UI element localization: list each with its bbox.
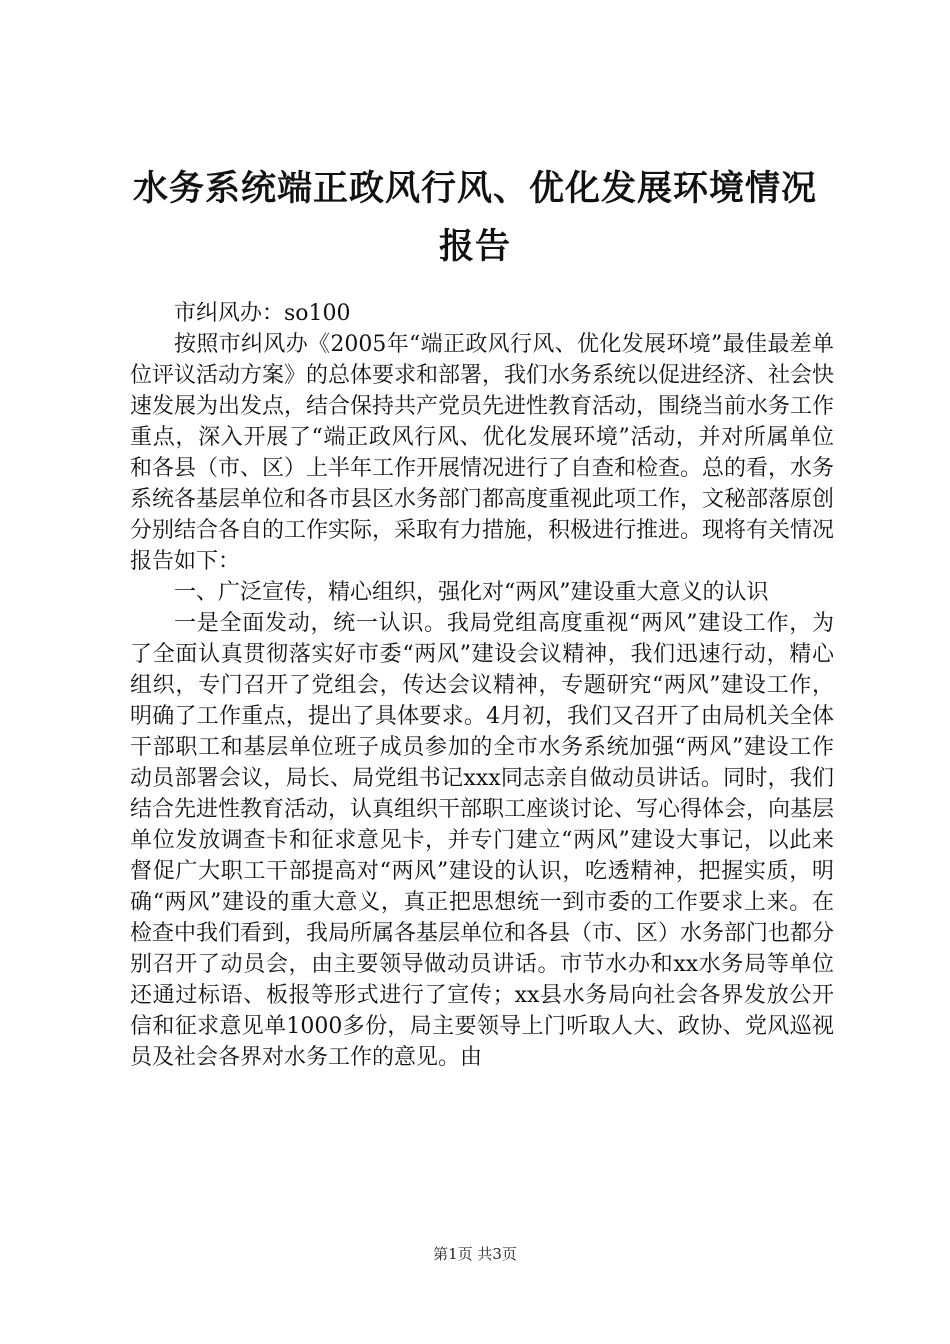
document-body <box>130 298 834 1073</box>
page-footer: 第1页 共3页 <box>433 1245 517 1263</box>
addressee-line: 市纠风办：so100 <box>174 301 351 326</box>
section-heading: 一、广泛宣传，精心组织，强化对“两风”建设重大意义的认识 <box>174 580 769 605</box>
body-paragraph: 一是全面发动，统一认识。我局党组高度重视“两风”建设工作，为了全面认真贯彻落实好市委“两风”建设会议精神，我们迅速行动，精心组织，专门召开了党组会，传达会议精神，专题研究“两风”建设工作，明确了工作重点，提出了具体要求。4月初，我们又召开了由局机关全体干部职工和基层单位班子成员参加的全市水务系统加强“两风”建设工作动员部署会议，局长、局党组书记xxx同志亲自做动员讲话。同时，我们结合先进性教育活动，认真组织干部职工座谈讨论、写心得体会，向基层单位发放调查卡和征求意见卡，并专门建立“两风”建设大事记，以此来督促广大职工干部提高对“两风”建设的认识，吃透精神，把握实质，明确“两风”建设的重大意义，真正把思想统一到市委的工作要求上来。在检查中我们看到，我局所属各基层单位和各县（市、区）水务部门也都分别召开了动员会，由主要领导做动员讲话。市节水办和xx水务局等单位还通过标语、板报等形式进行了宣传；xx县水务局向社会各界发放公开信和征求意见单1000多份，局主要领导上门听取人大、政协、党风巡视员及社会各界对水务工作的意见。由 <box>130 611 835 1070</box>
document-title: 水务系统端正政风行风、优化发展环境情况报告 <box>132 168 817 267</box>
body-paragraph: 按照市纠风办《2005年“端正政风行风、优化发展环境”最佳最差单位评议活动方案》的总体要求和部署，我们水务系统以促进经济、社会快速发展为出发点，结合保持共产党员先进性教育活动，围绕当前水务工作重点，深入开展了“端正政风行风、优化发展环境”活动，并对所属单位和各县（市、区）上半年工作开展情况进行了自查和检查。总的看，水务系统各基层单位和各市县区水务部门都高度重视此项工作，文秘部落原创分别结合各自的工作实际，采取有力措施，积极进行推进。现将有关情况报告如下： <box>130 332 835 574</box>
